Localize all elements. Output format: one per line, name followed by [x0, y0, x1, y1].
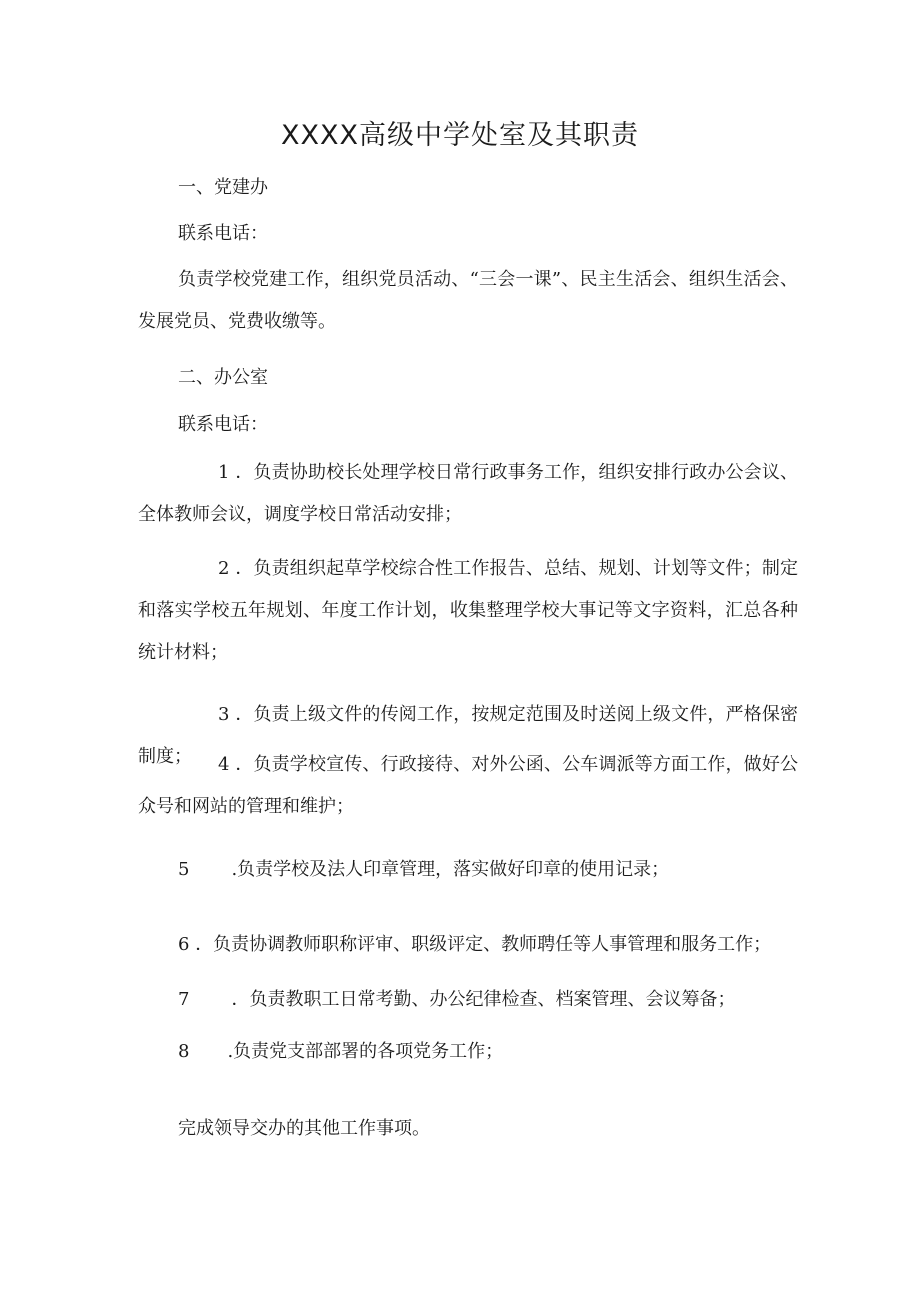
list-item [138, 548, 798, 674]
item-text: ．负责协助校长处理学校日常行政事务工作，组织安排行政办公会议、全体教师会议，调度学校日常活动安排； [138, 462, 798, 525]
item-text: .负责党支部部署的各项党务工作； [227, 1041, 504, 1062]
list-item [138, 744, 798, 828]
section-heading-general-office: 二、办公室 [178, 367, 268, 388]
item-number: 7 [178, 989, 190, 1010]
item-number: 6 [178, 934, 190, 955]
item-text: ．负责协调教师职称评审、职级评定、教师聘任等人事管理和服务工作； [195, 934, 772, 955]
list-item [138, 452, 798, 536]
item-number: 8 [178, 1041, 190, 1062]
closing-line: 完成领导交办的其他工作事项。 [178, 1118, 430, 1139]
item-number: 1 [218, 462, 230, 483]
section-contact-party-office: 联系电话： [178, 223, 268, 244]
item-number: 2 [218, 558, 230, 579]
section-contact-general-office: 联系电话： [178, 414, 268, 435]
list-item [138, 1031, 838, 1073]
document-title: XXXX高级中学处室及其职责 [281, 120, 639, 151]
item-text: .负责学校及法人印章管理，落实做好印章的使用记录； [231, 859, 670, 880]
item-number: 3 [218, 704, 230, 725]
list-item [138, 924, 838, 966]
item-number: 5 [178, 859, 190, 880]
section-heading-party-office: 一、党建办 [178, 177, 268, 198]
list-item [138, 849, 838, 891]
item-number: 4 [218, 754, 230, 775]
item-text: ．负责上级文件的传阅工作，按规定范围及时送阅上级文件，严格保密制度； [138, 704, 798, 767]
item-text: ．负责学校宣传、行政接待、对外公函、公车调派等方面工作，做好公众号和网站的管理和维护； [138, 754, 798, 817]
section-duty-party-office: 负责学校党建工作，组织党员活动、“三会一课”、民主生活会、组织生活会、发展党员、党费收缴等。 [138, 269, 798, 332]
item-text: ．负责组织起草学校综合性工作报告、总结、规划、计划等文件；制定和落实学校五年规划、年度工作计划，收集整理学校大事记等文字资料，汇总各种统计材料； [138, 558, 798, 663]
list-item [138, 979, 838, 1021]
item-text: ．负责教职工日常考勤、办公纪律检查、档案管理、会议筹备； [231, 989, 736, 1010]
